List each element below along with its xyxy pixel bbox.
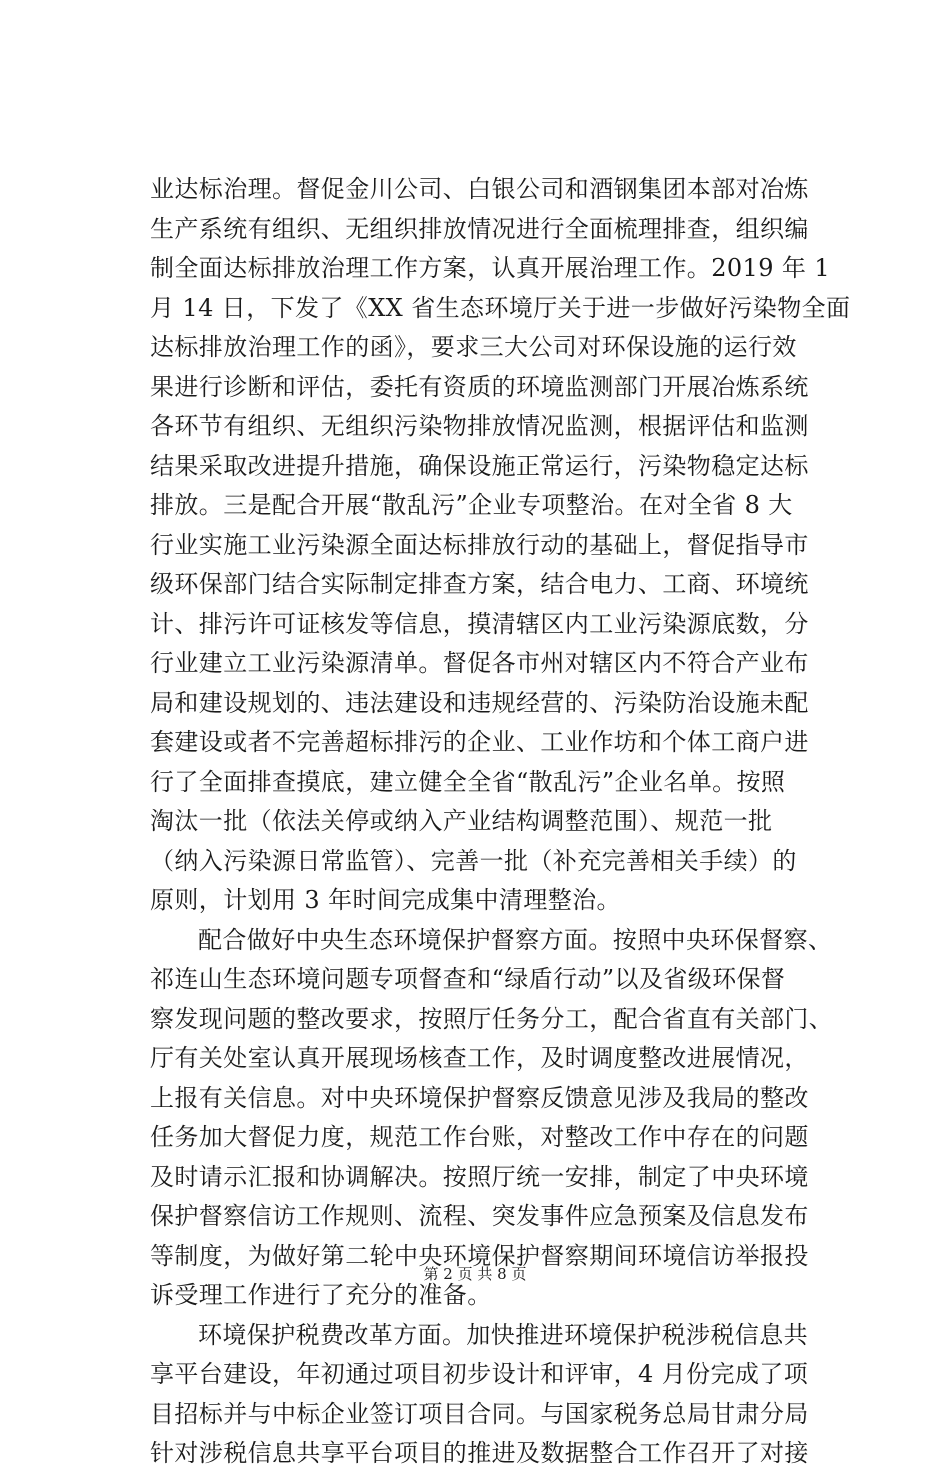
paragraph-start-line: 环境保护税费改革方面。加快推进环境保护税涉税信息共 [198,1320,808,1349]
text-line: 果进行诊断和评估，委托有资质的环境监测部门开展冶炼系统 [150,372,809,401]
text-line: 业达标治理。督促金川公司、白银公司和酒钢集团本部对冶炼 [150,175,809,203]
text-line: 厅有关处室认真开展现场核查工作，及时调度整改进展情况， [150,1044,809,1072]
text-line: 各环节有组织、无组织污染物排放情况监测，根据评估和监测 [150,412,809,440]
text-line: 局和建设规划的、违法建设和违规经营的、污染防治设施未配 [150,688,809,717]
page-number-footer: 第 2 页 共 8 页 [423,1265,527,1283]
text-line: 生产系统有组织、无组织排放情况进行全面梳理排查，组织编 [150,214,809,243]
text-line: 任务加大督促力度，规范工作台账，对整改工作中存在的问题 [150,1123,809,1151]
text-line: 保护督察信访工作规则、流程、突发事件应急预案及信息发布 [150,1202,809,1230]
text-line: 及时请示汇报和协调解决。按照厅统一安排，制定了中央环境 [150,1162,809,1191]
text-line: 原则，计划用 3 年时间完成集中清理整治。 [150,886,621,914]
text-line: 制全面达标排放治理工作方案，认真开展治理工作。2019 年 1 [150,254,831,282]
text-line: 诉受理工作进行了充分的准备。 [150,1281,492,1309]
paragraph-start-line: 配合做好中央生态环境保护督察方面。按照中央环保督察、 [198,925,833,954]
text-line: 祁连山生态环境问题专项督查和“绿盾行动”以及省级环保督 [150,965,786,993]
text-line: 月 14 日，下发了《XX 省生态环境厅关于进一步做好污染物全面 [150,293,851,322]
text-line: 套建设或者不完善超标排污的企业、工业作坊和个体工商户进 [150,728,809,756]
text-line: 针对涉税信息共享平台项目的推进及数据整合工作召开了对接 [150,1439,809,1467]
text-line: 排放。三是配合开展“散乱污”企业专项整治。在对全省 8 大 [150,491,793,519]
text-line: 结果采取改进提升措施，确保设施正常运行，污染物稳定达标 [150,451,809,480]
text-line: 行了全面排查摸底，建立健全全省“散乱污”企业名单。按照 [150,767,786,796]
text-line: 目招标并与中标企业签订项目合同。与国家税务总局甘肃分局 [150,1399,809,1428]
text-line: 行业建立工业污染源清单。督促各市州对辖区内不符合产业布 [150,649,809,677]
text-line: 上报有关信息。对中央环境保护督察反馈意见涉及我局的整改 [150,1083,809,1112]
text-line: 级环保部门结合实际制定排查方案，结合电力、工商、环境统 [150,570,809,598]
text-line: 享平台建设，年初通过项目初步设计和评审，4 月份完成了项 [150,1360,809,1388]
text-line: 计、排污许可证核发等信息，摸清辖区内工业污染源底数，分 [150,609,809,638]
text-line: 察发现问题的整改要求，按照厅任务分工，配合省直有关部门、 [150,1004,834,1033]
text-line: 达标排放治理工作的函》，要求三大公司对环保设施的运行效 [150,333,797,361]
text-line: （纳入污染源日常监管）、完善一批（补充完善相关手续）的 [150,846,797,875]
text-line: 淘汰一批（依法关停或纳入产业结构调整范围）、规范一批 [150,807,773,835]
text-line: 等制度，为做好第二轮中央环境保护督察期间环境信访举报投 [150,1241,809,1270]
text-line: 行业实施工业污染源全面达标排放行动的基础上，督促指导市 [150,530,809,559]
